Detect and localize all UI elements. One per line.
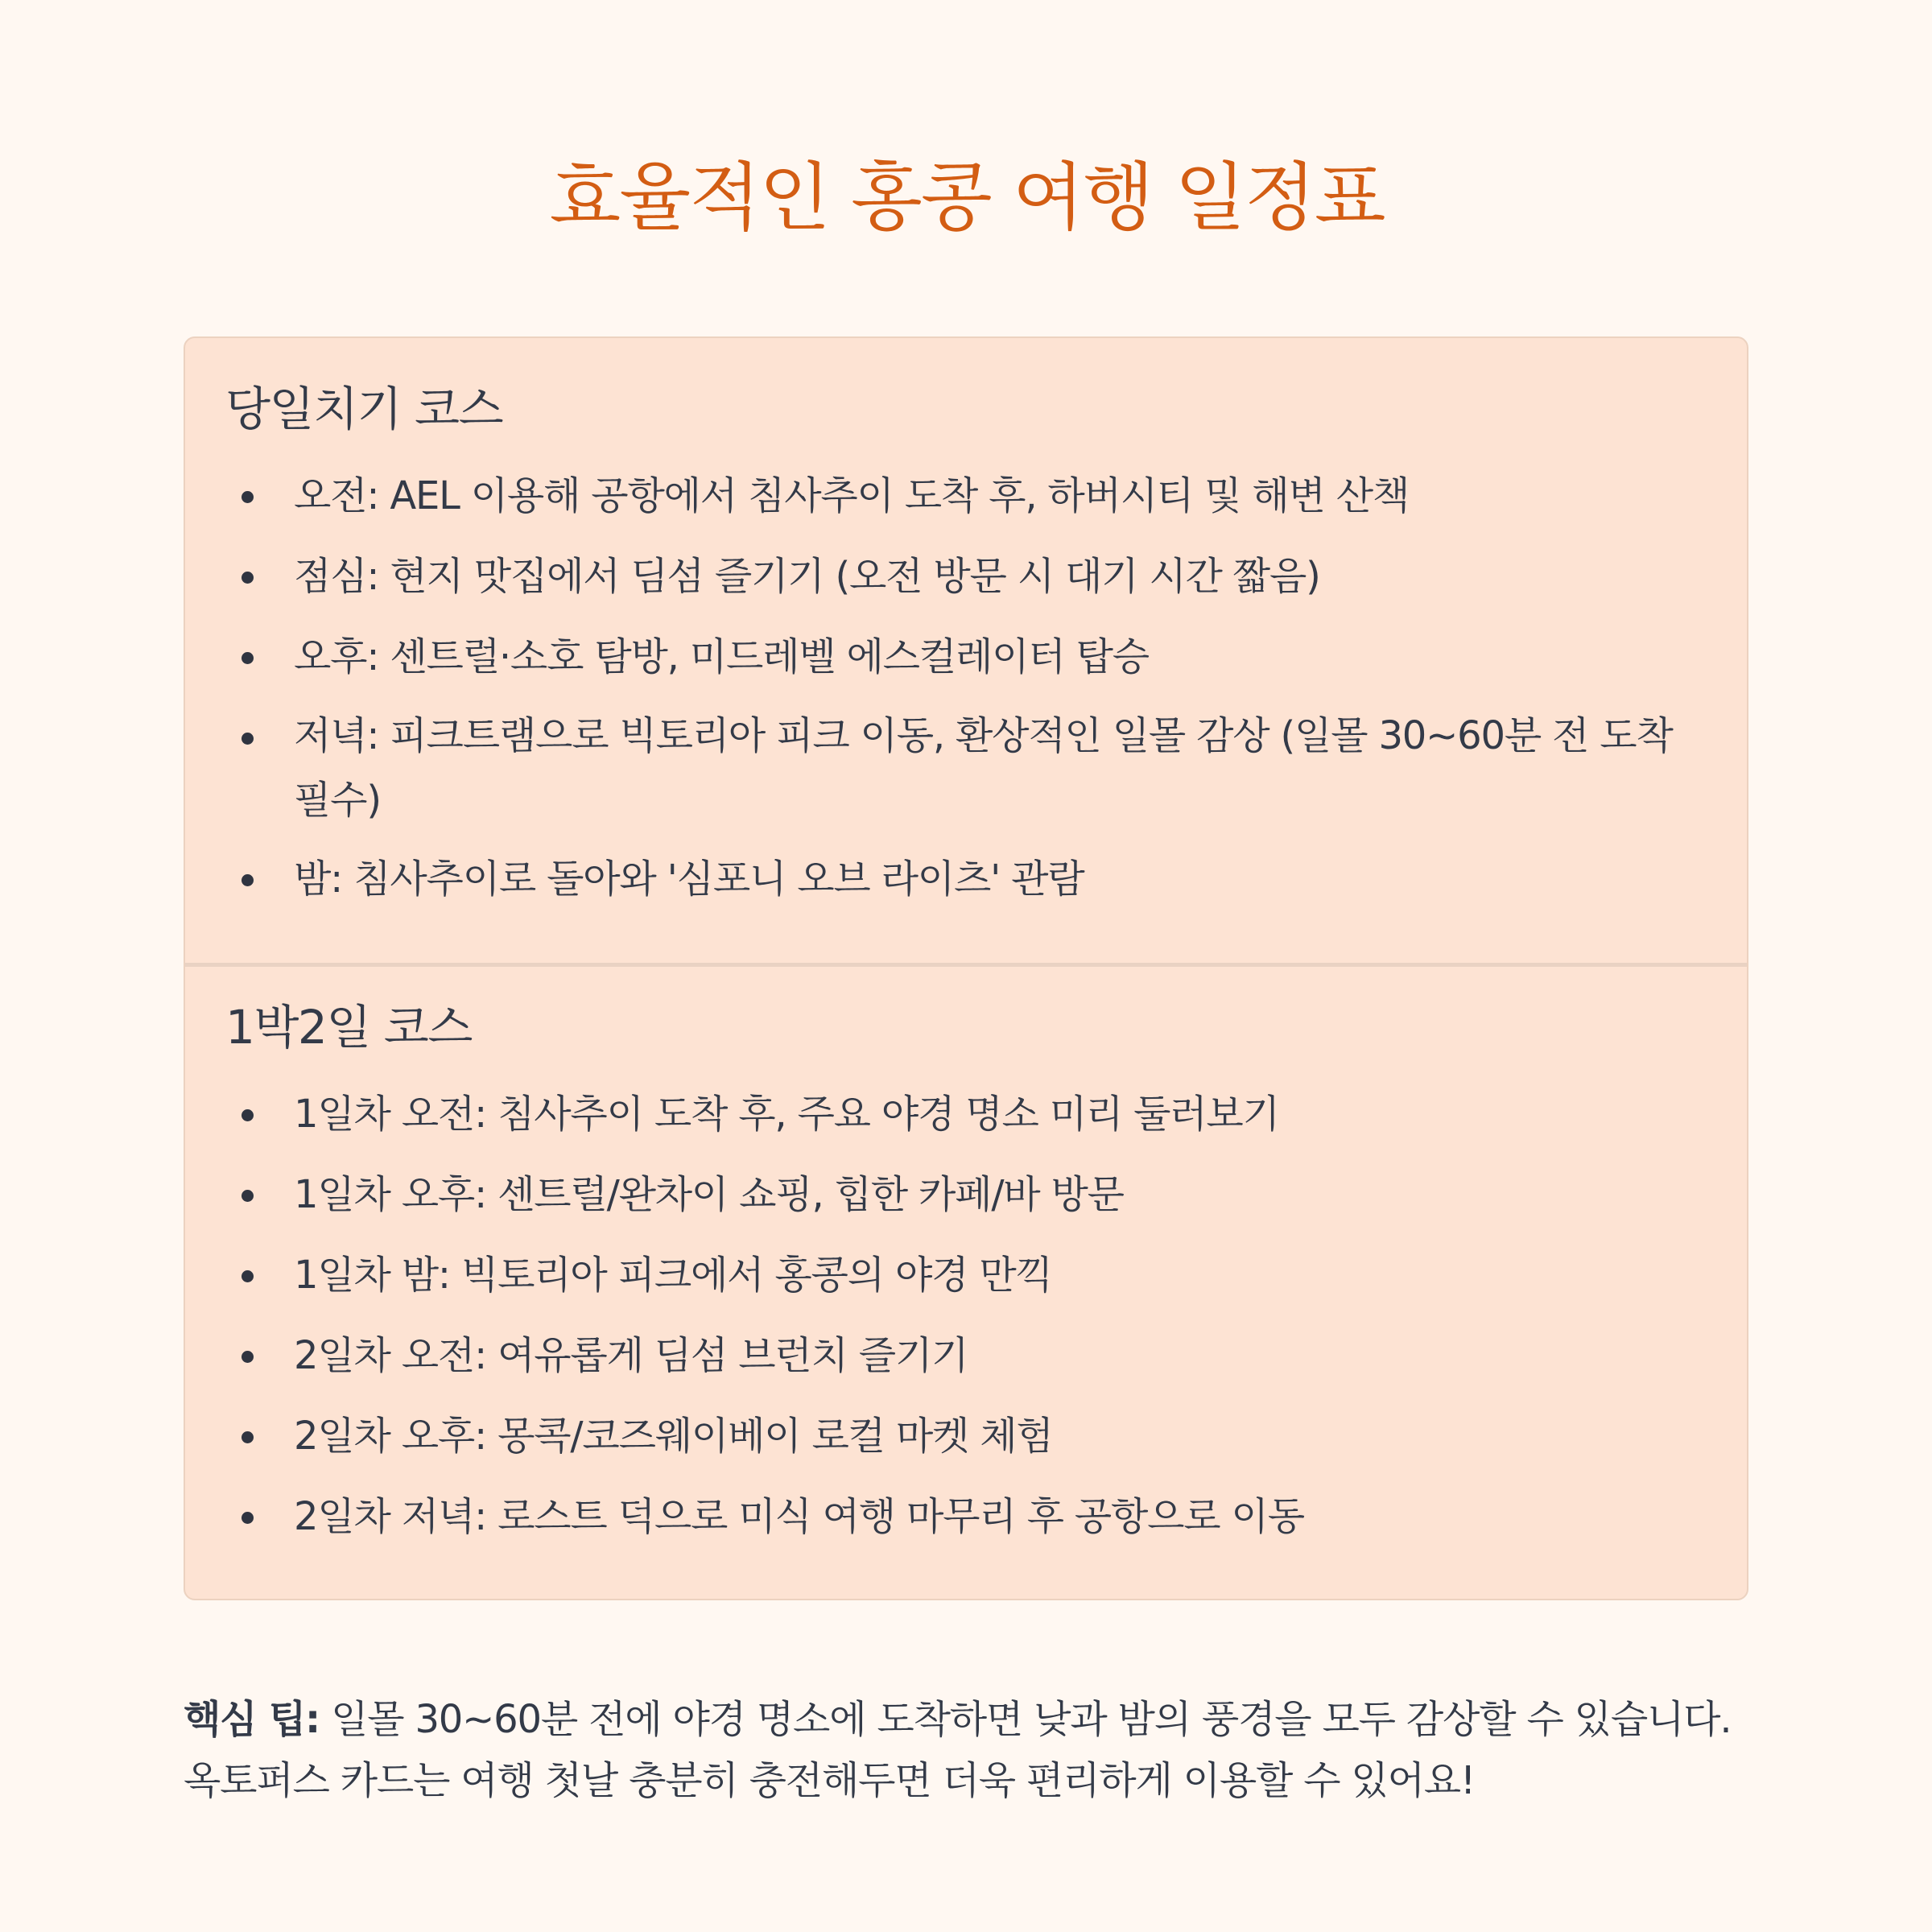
list-item: 2일차 오후: 몽콕/코즈웨이베이 로컬 마켓 체험 — [225, 1402, 1707, 1470]
list-item: 1일차 오전: 침사추이 도착 후, 주요 야경 명소 미리 둘러보기 — [225, 1080, 1707, 1148]
list-item: 밤: 침사추이로 돌아와 '심포니 오브 라이츠' 관람 — [225, 845, 1707, 913]
list-item: 저녁: 피크트램으로 빅토리아 피크 이동, 환상적인 일몰 감상 (일몰 30~60분 전 도착 필수) — [225, 704, 1707, 832]
list-item: 2일차 오전: 여유롭게 딤섬 브런치 즐기기 — [225, 1322, 1707, 1389]
day-trip-heading: 당일치기 코스 — [225, 382, 503, 436]
itinerary-card — [184, 336, 1748, 1600]
two-day-section — [185, 997, 1747, 1563]
list-item: 점심: 현지 맛집에서 딤섬 즐기기 (오전 방문 시 대기 시간 짧음) — [225, 543, 1707, 610]
two-day-list — [225, 1080, 1707, 1550]
page-title: 효율적인 홍콩 여행 일정표 — [549, 155, 1385, 241]
tip-text: 일몰 30~60분 전에 야경 명소에 도착하면 낮과 밤의 풍경을 모두 감상할 수 있습니다. 옥토퍼스 카드는 여행 첫날 충분히 충전해두면 더욱 편리하게 이용할 수 있어요! — [184, 1697, 1732, 1803]
list-item: 1일차 밤: 빅토리아 피크에서 홍콩의 야경 만끽 — [225, 1241, 1707, 1309]
day-trip-list — [225, 462, 1707, 913]
list-item: 오후: 센트럴·소호 탐방, 미드레벨 에스컬레이터 탑승 — [225, 623, 1707, 691]
list-item: 2일차 저녁: 로스트 덕으로 미식 여행 마무리 후 공항으로 이동 — [225, 1483, 1707, 1550]
tip-label: 핵심 팁: — [184, 1697, 320, 1742]
day-trip-section — [185, 378, 1747, 926]
list-item: 오전: AEL 이용해 공항에서 침사추이 도착 후, 하버시티 및 해변 산책 — [225, 462, 1707, 530]
section-divider — [185, 963, 1747, 967]
list-item: 1일차 오후: 센트럴/완차이 쇼핑, 힙한 카페/바 방문 — [225, 1161, 1707, 1228]
key-tip — [184, 1689, 1750, 1811]
two-day-heading: 1박2일 코스 — [225, 1000, 472, 1055]
